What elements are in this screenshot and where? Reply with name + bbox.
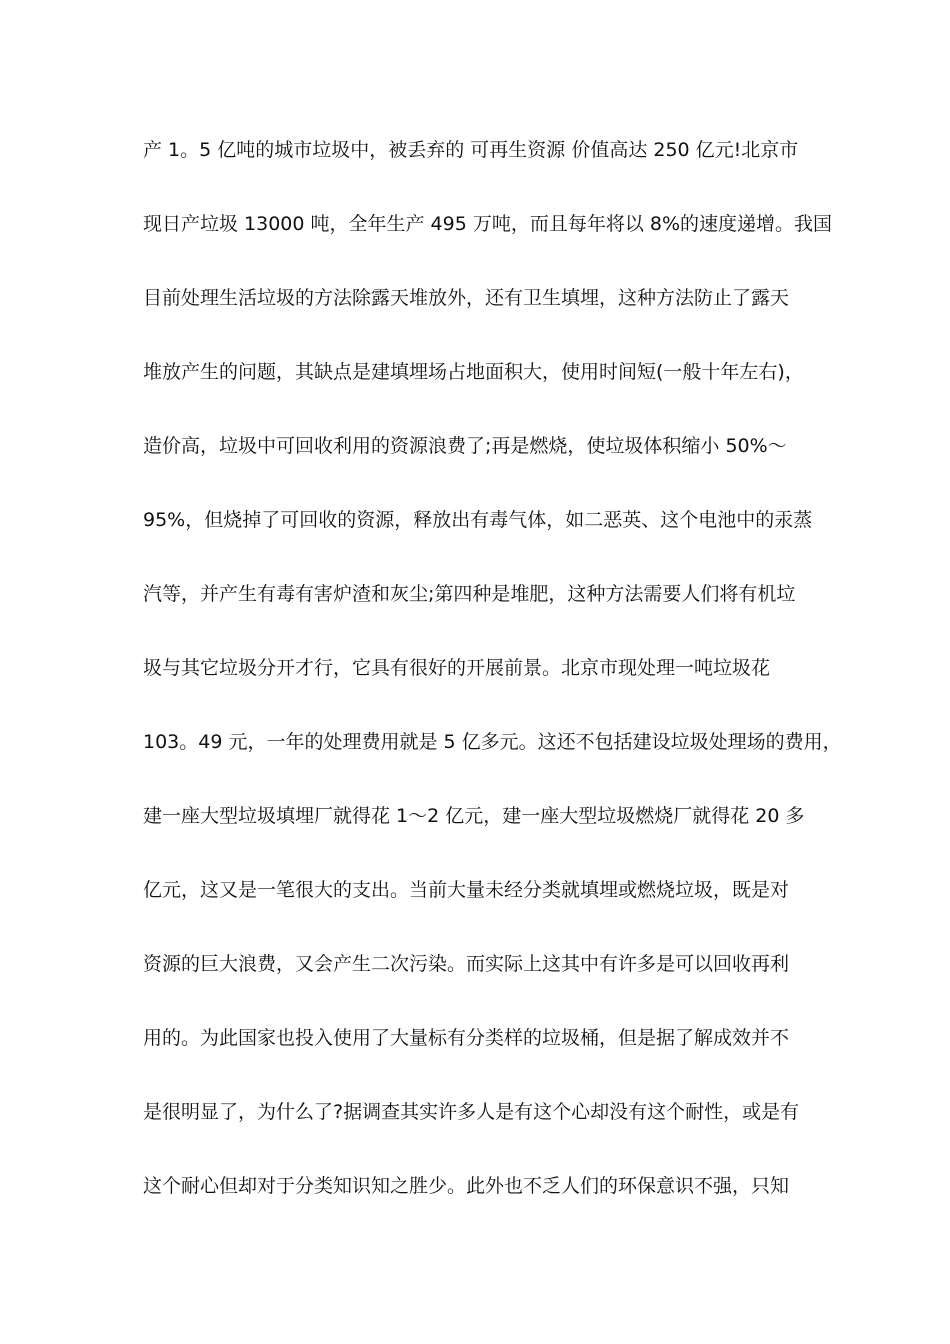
text-line: 堆放产生的问题，其缺点是建填埋场占地面积大，使用时间短(一般十年左右)，: [143, 361, 804, 383]
text-line: 现日产垃圾 13000 吨，全年生产 495 万吨，而且每年将以 8%的速度递增。我国: [143, 213, 833, 235]
text-line: 用的。为此国家也投入使用了大量标有分类样的垃圾桶，但是据了解成效并不: [143, 1027, 790, 1049]
document-body: [143, 132, 842, 1242]
text-line: 建一座大型垃圾填埋厂就得花 1～2 亿元，建一座大型垃圾燃烧厂就得花 20 多: [143, 805, 805, 827]
text-line: 目前处理生活垃圾的方法除露天堆放外，还有卫生填埋，这种方法防止了露天: [143, 287, 790, 309]
text-line: 产 1。5 亿吨的城市垃圾中，被丢弃的 可再生资源 价值高达 250 亿元!北京市: [143, 139, 799, 161]
text-line: 汽等，并产生有毒有害炉渣和灰尘;第四种是堆肥，这种方法需要人们将有机垃: [143, 583, 796, 605]
text-line: 95%，但烧掉了可回收的资源，释放出有毒气体，如二恶英、这个电池中的汞蒸: [143, 509, 813, 531]
text-line: 是很明显了，为什么了?据调查其实许多人是有这个心却没有这个耐性，或是有: [143, 1101, 800, 1123]
text-line: 这个耐心但却对于分类知识知之胜少。此外也不乏人们的环保意识不强，只知: [143, 1175, 790, 1197]
text-line: 103。49 元，一年的处理费用就是 5 亿多元。这还不包括建设垃圾处理场的费用，: [143, 731, 842, 753]
text-line: 资源的巨大浪费，又会产生二次污染。而实际上这其中有许多是可以回收再利: [143, 953, 790, 975]
text-line: 亿元，这又是一笔很大的支出。当前大量未经分类就填埋或燃烧垃圾，既是对: [143, 879, 790, 901]
text-line: 造价高，垃圾中可回收利用的资源浪费了;再是燃烧，使垃圾体积缩小 50%～: [143, 435, 787, 457]
text-line: 圾与其它垃圾分开才行，它具有很好的开展前景。北京市现处理一吨垃圾花: [143, 657, 771, 679]
